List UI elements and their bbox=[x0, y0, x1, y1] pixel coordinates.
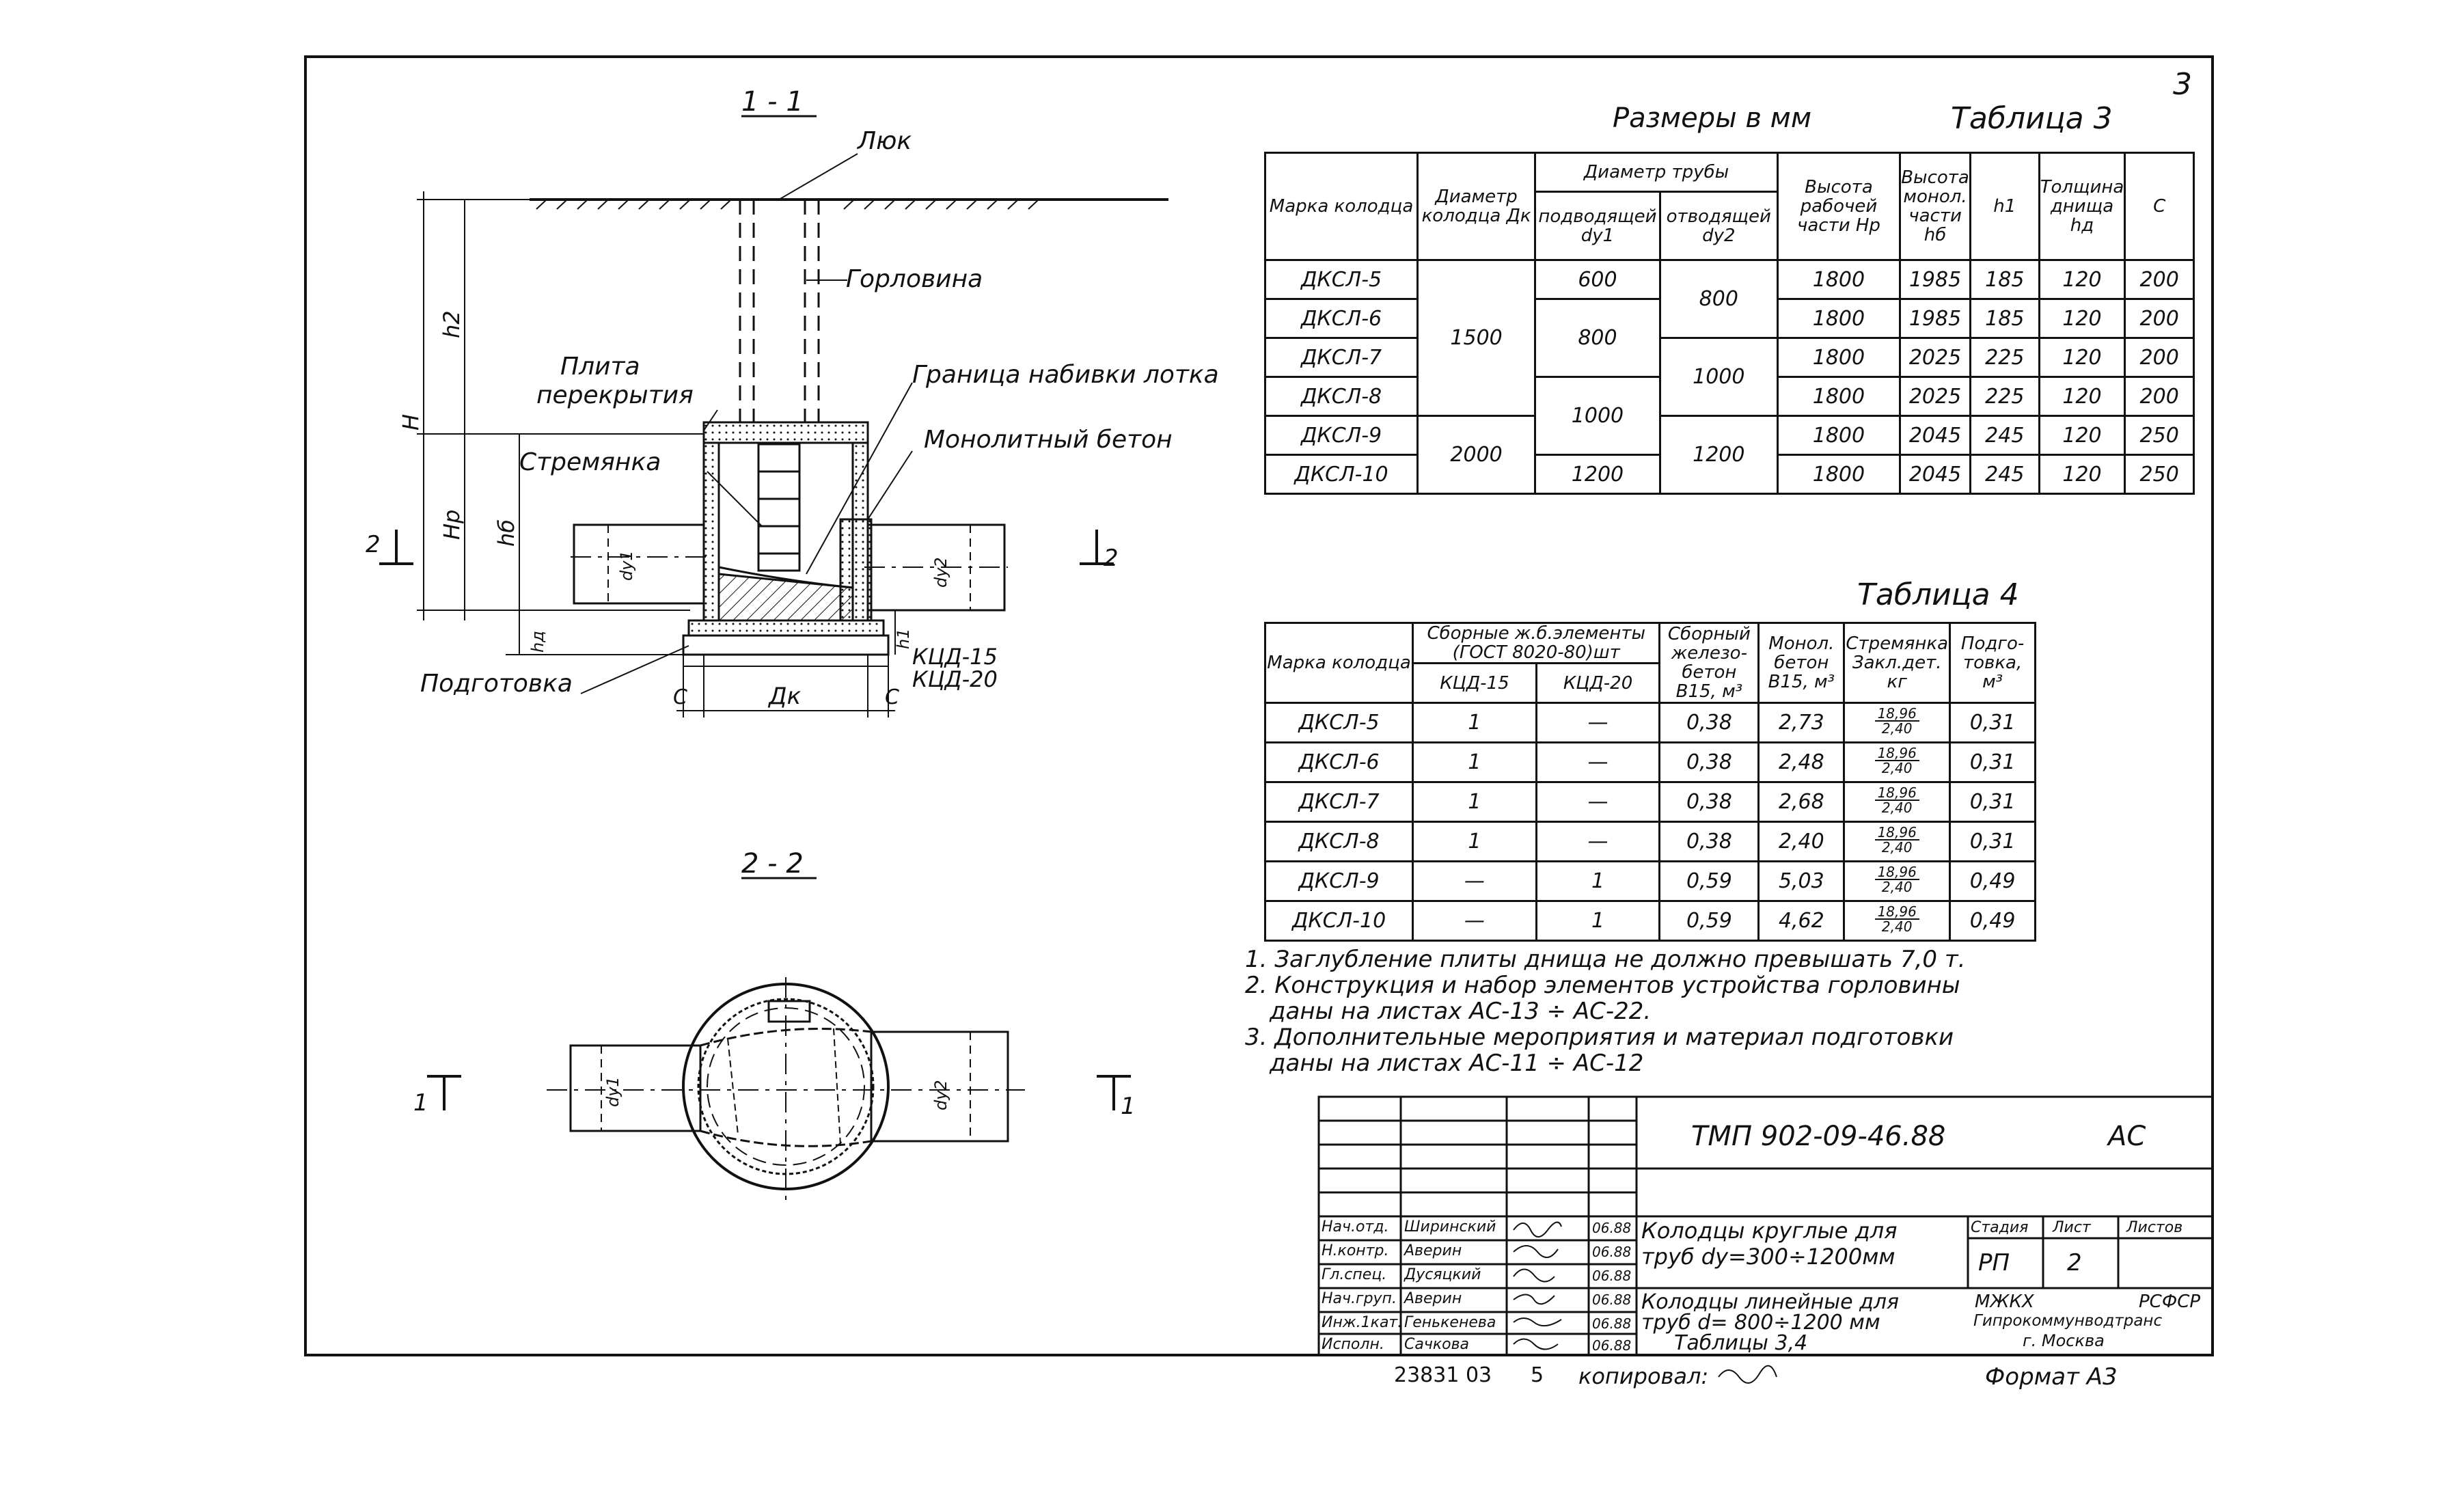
note-3-cont: даны на листах АС-11 ÷ АС-12 bbox=[1270, 1050, 1644, 1077]
t3-mark: ДКСЛ-9 bbox=[1265, 416, 1418, 455]
t3-hp: 1800 bbox=[1777, 416, 1900, 455]
label-monolithic: Монолитный бетон bbox=[924, 426, 1173, 454]
t3-dy2: 800 bbox=[1660, 260, 1777, 338]
t4-ladder-top: 18,96 bbox=[1875, 786, 1919, 801]
t4-ladder-bot: 2,40 bbox=[1881, 760, 1913, 776]
t3-h1: 245 bbox=[1971, 455, 2040, 494]
t3-mark: ДКСЛ-8 bbox=[1265, 377, 1418, 416]
t3-h1: 225 bbox=[1971, 338, 2040, 377]
t3-h-c: C bbox=[2125, 153, 2194, 260]
t3-c: 250 bbox=[2125, 416, 2194, 455]
t4-h-prefab-rc: Сборный железо-бетон В15, м³ bbox=[1660, 623, 1759, 703]
sheets-label: Листов bbox=[2126, 1219, 2183, 1236]
t4-k15: 1 bbox=[1413, 743, 1537, 782]
t4-ladder-top: 18,96 bbox=[1875, 865, 1919, 880]
staff-role: Н.контр. bbox=[1322, 1242, 1389, 1259]
t4-prep: 0,31 bbox=[1950, 703, 2036, 743]
t4-k20: 1 bbox=[1536, 862, 1660, 901]
sheet-value: 2 bbox=[2067, 1249, 2082, 1276]
t4-k20: — bbox=[1536, 782, 1660, 822]
staff-date: 06.88 bbox=[1592, 1220, 1632, 1236]
t3-dy1: 1200 bbox=[1535, 455, 1660, 494]
t4-h-kcd15: КЦД-15 bbox=[1413, 664, 1537, 703]
staff-name: Дусяцкий bbox=[1404, 1266, 1481, 1283]
t4-rc: 0,38 bbox=[1660, 703, 1759, 743]
t4-ladder-bot: 2,40 bbox=[1881, 839, 1913, 856]
marker-1-left: 1 bbox=[413, 1089, 428, 1117]
table3-units: Размеры в мм bbox=[1613, 103, 1812, 134]
t4-k20: 1 bbox=[1536, 901, 1660, 941]
t4-mark: ДКСЛ-8 bbox=[1265, 822, 1413, 862]
t4-ladder-bot: 2,40 bbox=[1881, 879, 1913, 895]
t3-dk: 2000 bbox=[1418, 416, 1535, 494]
t3-mark: ДКСЛ-6 bbox=[1265, 299, 1418, 338]
label-h1: h1 bbox=[894, 628, 913, 649]
t3-hp: 1800 bbox=[1777, 299, 1900, 338]
t4-ladder bbox=[1844, 901, 1950, 941]
label-tray-border: Граница набивки лотка bbox=[912, 361, 1219, 389]
t4-ladder-top: 18,96 bbox=[1875, 746, 1919, 761]
org-line-4: г. Москва bbox=[2023, 1331, 2105, 1350]
sub-line-3: Таблицы 3,4 bbox=[1674, 1331, 1808, 1355]
t4-rc: 0,38 bbox=[1660, 743, 1759, 782]
staff-date: 06.88 bbox=[1592, 1315, 1632, 1332]
label-preparation: Подготовка bbox=[420, 670, 573, 698]
t4-mono: 2,48 bbox=[1759, 743, 1844, 782]
t3-hp: 1800 bbox=[1777, 377, 1900, 416]
t3-h-mono: Высота монол. части hб bbox=[1900, 153, 1971, 260]
marker-2-right: 2 bbox=[1104, 545, 1119, 572]
t3-mark: ДКСЛ-10 bbox=[1265, 455, 1418, 494]
t4-prep: 0,49 bbox=[1950, 901, 2036, 941]
title-line-2: труб dy=300÷1200мм bbox=[1641, 1244, 1895, 1270]
t4-ladder-top: 18,96 bbox=[1875, 707, 1919, 722]
staff-date: 06.88 bbox=[1592, 1292, 1632, 1308]
label-hd: hд bbox=[528, 631, 547, 653]
t4-mono: 2,68 bbox=[1759, 782, 1844, 822]
t4-h-mark: Марка колодца bbox=[1265, 623, 1413, 703]
label-kcd20: КЦД-20 bbox=[912, 666, 998, 692]
t4-mark: ДКСЛ-6 bbox=[1265, 743, 1413, 782]
t3-mono: 2045 bbox=[1900, 455, 1971, 494]
org-line-3: Гипрокоммунводтранс bbox=[1973, 1312, 2163, 1330]
note-3: 3. Дополнительные мероприятия и материал подготовки bbox=[1245, 1024, 1954, 1051]
staff-date: 06.88 bbox=[1592, 1337, 1632, 1354]
t4-ladder-bot: 2,40 bbox=[1881, 918, 1913, 935]
label-slab-1: Плита bbox=[560, 353, 640, 381]
staff-name: Ширинский bbox=[1404, 1218, 1496, 1235]
t3-dy2: 1200 bbox=[1660, 416, 1777, 494]
t3-mono: 1985 bbox=[1900, 299, 1971, 338]
t3-hd: 120 bbox=[2039, 377, 2125, 416]
staff-role: Гл.спец. bbox=[1322, 1266, 1387, 1283]
t3-dy1: 1000 bbox=[1535, 377, 1660, 455]
t3-c: 200 bbox=[2125, 299, 2194, 338]
org-line-2: РСФСР bbox=[2139, 1292, 2201, 1312]
doc-section: АС bbox=[2108, 1121, 2146, 1152]
t3-h-mark: Марка колодца bbox=[1265, 153, 1418, 260]
label-dk: Дк bbox=[769, 683, 802, 710]
label-plan-dy1: dy1 bbox=[603, 1076, 622, 1107]
sub-line-1: Колодцы линейные для bbox=[1641, 1290, 1900, 1314]
label-ladder: Стремянка bbox=[519, 448, 661, 476]
t4-mark: ДКСЛ-10 bbox=[1265, 901, 1413, 941]
t4-prep: 0,49 bbox=[1950, 862, 2036, 901]
t4-k20: — bbox=[1536, 822, 1660, 862]
title-line-1: Колодцы круглые для bbox=[1641, 1218, 1898, 1244]
t3-mark: ДКСЛ-7 bbox=[1265, 338, 1418, 377]
section-2-2-drawing bbox=[427, 878, 1131, 1203]
note-2: 2. Конструкция и набор элементов устройства горловины bbox=[1245, 972, 1960, 999]
t4-h-prefab: Сборные ж.б.элементы (ГОСТ 8020-80)шт bbox=[1413, 623, 1660, 664]
marker-2-left: 2 bbox=[366, 531, 381, 558]
notes bbox=[1245, 946, 1965, 1076]
t4-k15: 1 bbox=[1413, 782, 1537, 822]
staff-role: Нач.груп. bbox=[1322, 1290, 1397, 1307]
t4-mark: ДКСЛ-9 bbox=[1265, 862, 1413, 901]
section-1-title: 1 - 1 bbox=[741, 86, 804, 118]
t4-prep: 0,31 bbox=[1950, 743, 2036, 782]
t3-h-h1: h1 bbox=[1971, 153, 2040, 260]
t4-h-ladder: Стремянка Закл.дет. кг bbox=[1844, 623, 1950, 703]
t3-hd: 120 bbox=[2039, 299, 2125, 338]
table3-title: Таблица 3 bbox=[1951, 101, 2113, 136]
t4-ladder bbox=[1844, 862, 1950, 901]
sheet-label: Лист bbox=[2053, 1219, 2091, 1236]
t3-mono: 2025 bbox=[1900, 338, 1971, 377]
sub-line-2: труб d= 800÷1200 мм bbox=[1641, 1311, 1880, 1335]
label-c-left: C bbox=[673, 685, 687, 709]
staff-date: 06.88 bbox=[1592, 1268, 1632, 1284]
staff-date: 06.88 bbox=[1592, 1244, 1632, 1260]
label-Hp: Hр bbox=[439, 509, 465, 540]
t3-h1: 185 bbox=[1971, 299, 2040, 338]
t3-hd: 120 bbox=[2039, 338, 2125, 377]
marker-1-right: 1 bbox=[1121, 1093, 1136, 1120]
staff-role: Нач.отд. bbox=[1322, 1218, 1389, 1235]
org-line-1: МЖКХ bbox=[1975, 1292, 2034, 1312]
t3-mono: 2025 bbox=[1900, 377, 1971, 416]
label-c-right: C bbox=[885, 685, 899, 709]
note-1: 1. Заглубление плиты днища не должно превышать 7,0 т. bbox=[1245, 946, 1966, 973]
t3-h-work: Высота рабочей части Hр bbox=[1777, 153, 1900, 260]
section-1-1-drawing bbox=[379, 116, 1168, 718]
t3-h1: 245 bbox=[1971, 416, 2040, 455]
label-dy2: dy2 bbox=[931, 557, 950, 588]
label-hatch: Люк bbox=[858, 127, 912, 155]
t4-k15: 1 bbox=[1413, 822, 1537, 862]
t4-mono: 2,73 bbox=[1759, 703, 1844, 743]
table4 bbox=[1264, 622, 2036, 942]
t3-c: 250 bbox=[2125, 455, 2194, 494]
t4-k15: — bbox=[1413, 901, 1537, 941]
t4-ladder-top: 18,96 bbox=[1875, 825, 1919, 841]
copied-by: копировал: bbox=[1578, 1363, 1709, 1389]
t3-mono: 2045 bbox=[1900, 416, 1971, 455]
t3-c: 200 bbox=[2125, 338, 2194, 377]
table3 bbox=[1264, 152, 2195, 495]
t3-h1: 185 bbox=[1971, 260, 2040, 299]
staff-role: Инж.1кат. bbox=[1322, 1314, 1403, 1331]
t3-dk: 1500 bbox=[1418, 260, 1535, 416]
t4-rc: 0,59 bbox=[1660, 901, 1759, 941]
inventory-number: 23831 03 bbox=[1394, 1363, 1492, 1387]
label-hb: hб bbox=[493, 519, 519, 547]
staff-name: Аверин bbox=[1404, 1290, 1462, 1307]
t4-h-prep: Подго-товка, м³ bbox=[1950, 623, 2036, 703]
t4-prep: 0,31 bbox=[1950, 782, 2036, 822]
t4-ladder bbox=[1844, 822, 1950, 862]
stage-value: РП bbox=[1978, 1249, 2010, 1276]
t3-hd: 120 bbox=[2039, 455, 2125, 494]
t4-mark: ДКСЛ-7 bbox=[1265, 782, 1413, 822]
t3-mono: 1985 bbox=[1900, 260, 1971, 299]
t4-mono: 2,40 bbox=[1759, 822, 1844, 862]
label-dy1: dy1 bbox=[617, 550, 636, 581]
label-slab-2: перекрытия bbox=[536, 381, 694, 409]
t3-c: 200 bbox=[2125, 260, 2194, 299]
t4-k15: 1 bbox=[1413, 703, 1537, 743]
staff-role: Исполн. bbox=[1322, 1336, 1384, 1353]
t4-rc: 0,59 bbox=[1660, 862, 1759, 901]
t3-h1: 225 bbox=[1971, 377, 2040, 416]
staff-name: Генькенева bbox=[1404, 1314, 1496, 1331]
t4-ladder-bot: 2,40 bbox=[1881, 800, 1913, 816]
t4-ladder bbox=[1844, 703, 1950, 743]
t4-h-mono: Монол. бетон В15, м³ bbox=[1759, 623, 1844, 703]
t4-mono: 4,62 bbox=[1759, 901, 1844, 941]
table4-title: Таблица 4 bbox=[1857, 577, 2019, 612]
t3-dy2: 1000 bbox=[1660, 338, 1777, 416]
t3-h-pipe: Диаметр трубы bbox=[1535, 153, 1778, 192]
t4-mono: 5,03 bbox=[1759, 862, 1844, 901]
t4-rc: 0,38 bbox=[1660, 782, 1759, 822]
label-H: H bbox=[398, 413, 424, 431]
section-2-title: 2 - 2 bbox=[741, 848, 804, 879]
sheet-number: 3 bbox=[2173, 67, 2192, 102]
t3-h-bottom: Толщина днища hд bbox=[2039, 153, 2125, 260]
label-h2: h2 bbox=[439, 310, 465, 338]
t3-h-diam: Диаметр колодца Дк bbox=[1418, 153, 1535, 260]
t4-k20: — bbox=[1536, 703, 1660, 743]
t3-hp: 1800 bbox=[1777, 338, 1900, 377]
t3-hp: 1800 bbox=[1777, 455, 1900, 494]
label-neck: Горловина bbox=[846, 265, 983, 293]
label-plan-dy2: dy2 bbox=[931, 1080, 950, 1110]
label-kcd15: КЦД-15 bbox=[912, 644, 998, 670]
doc-code: ТМП 902-09-46.88 bbox=[1691, 1121, 1946, 1152]
t4-ladder bbox=[1844, 782, 1950, 822]
t3-hp: 1800 bbox=[1777, 260, 1900, 299]
footer-num: 5 bbox=[1531, 1363, 1544, 1387]
t4-ladder bbox=[1844, 743, 1950, 782]
t4-h-kcd20: КЦД-20 bbox=[1536, 664, 1660, 703]
t4-rc: 0,38 bbox=[1660, 822, 1759, 862]
staff-name: Аверин bbox=[1404, 1242, 1462, 1259]
t3-hd: 120 bbox=[2039, 260, 2125, 299]
t3-h-supply: подводящей dy1 bbox=[1535, 192, 1660, 260]
format-label: Формат А3 bbox=[1985, 1363, 2118, 1391]
t4-k15: — bbox=[1413, 862, 1537, 901]
t4-prep: 0,31 bbox=[1950, 822, 2036, 862]
t3-c: 200 bbox=[2125, 377, 2194, 416]
t3-dy1: 600 bbox=[1535, 260, 1660, 299]
staff-name: Сачкова bbox=[1404, 1336, 1470, 1353]
t3-dy1: 800 bbox=[1535, 299, 1660, 377]
t3-mark: ДКСЛ-5 bbox=[1265, 260, 1418, 299]
note-2-cont: даны на листах АС-13 ÷ АС-22. bbox=[1270, 998, 1652, 1025]
t4-k20: — bbox=[1536, 743, 1660, 782]
t4-ladder-top: 18,96 bbox=[1875, 905, 1919, 920]
t3-hd: 120 bbox=[2039, 416, 2125, 455]
t4-ladder-bot: 2,40 bbox=[1881, 720, 1913, 737]
stage-label: Стадия bbox=[1971, 1219, 2029, 1236]
t3-h-outlet: отводящей dy2 bbox=[1660, 192, 1777, 260]
t4-mark: ДКСЛ-5 bbox=[1265, 703, 1413, 743]
